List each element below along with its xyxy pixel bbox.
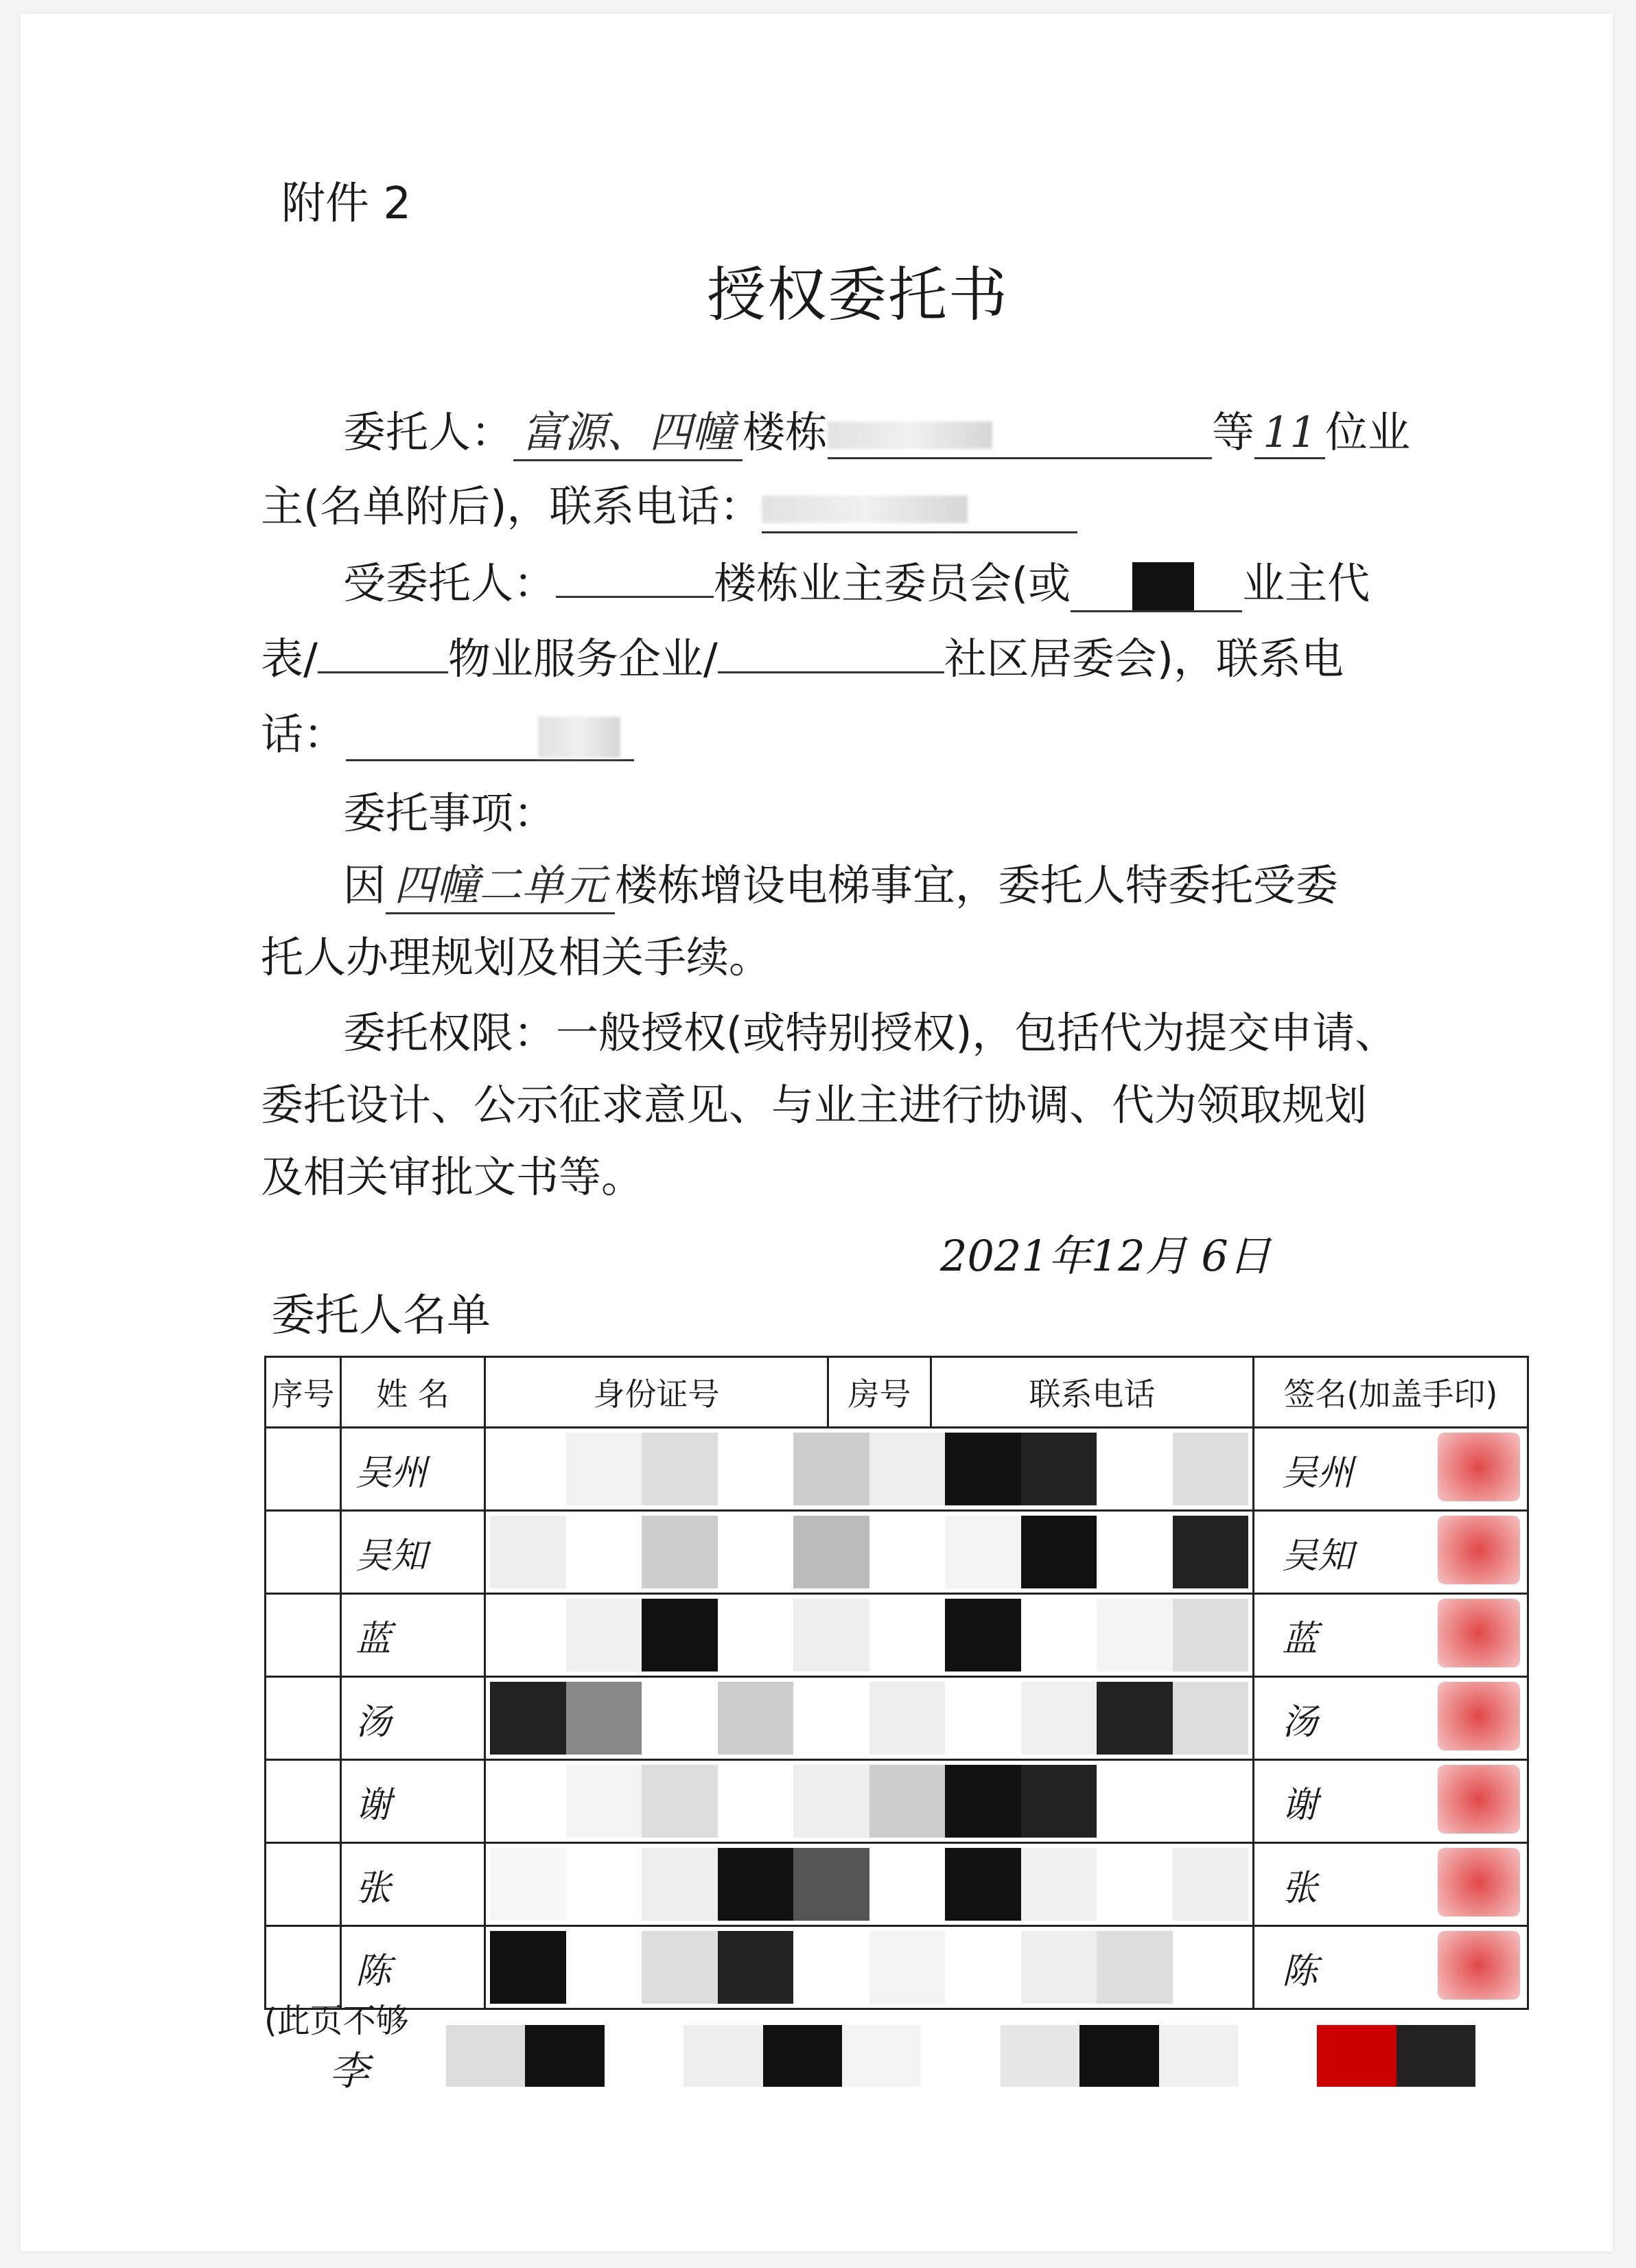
row-name-cell: 汤 (341, 1677, 485, 1760)
header-index: 序号 (266, 1357, 341, 1428)
row-redacted-details (485, 1760, 1254, 1843)
table-header-row (266, 1357, 1528, 1428)
matter-line (343, 851, 1338, 914)
document-page (21, 14, 1613, 2252)
agent-line2-a: 表/ (261, 634, 318, 684)
row-redacted-details (485, 1511, 1254, 1594)
scope-line-1: 委托权限：一般授权(或特别授权)，包括代为提交申请、 (343, 1008, 1398, 1058)
footer-redaction (446, 2025, 1475, 2087)
row-redacted-details (485, 1677, 1254, 1760)
agent-line-3 (261, 700, 634, 761)
agent-line2-b: 物业服务企业/ (447, 634, 718, 684)
matter-line-2: 托人办理规划及相关手续。 (261, 932, 772, 982)
fingerprint-stamp (1438, 1599, 1520, 1667)
row-index-cell (266, 1511, 341, 1594)
redacted-rep-blank (1071, 558, 1242, 612)
count-suffix: 位业 (1324, 407, 1410, 457)
footer-note: (此页不够 (264, 2002, 409, 2040)
table-row (266, 1428, 1528, 1511)
owner-line-text: 主(名单附后)，联系电话： (261, 481, 762, 531)
row-redacted-details (485, 1428, 1254, 1511)
count-prefix: 等 (1212, 407, 1255, 457)
fingerprint-stamp (1438, 1848, 1520, 1917)
row-name-cell: 谢 (341, 1760, 485, 1843)
row-index-cell (266, 1428, 341, 1511)
matter-handwritten: 四幢二单元 (386, 851, 615, 914)
principal-label: 委托人： (343, 407, 514, 457)
agent-label: 受委托人： (343, 558, 557, 608)
row-signature-cell: 谢 (1254, 1760, 1528, 1843)
table-row (266, 1926, 1528, 2009)
table-row (266, 1760, 1528, 1843)
signing-date: 2021年12月 6日 (940, 1231, 1271, 1281)
fingerprint-stamp (1438, 1682, 1520, 1750)
owner-line (261, 472, 1077, 533)
agent-line2-c: 社区居委会)，联系电 (944, 634, 1344, 684)
row-index-cell (266, 1594, 341, 1677)
row-name-cell: 吴州 (341, 1428, 485, 1511)
attachment-label: 附件 2 (281, 178, 412, 229)
header-id-number: 身份证号 (485, 1357, 828, 1428)
fingerprint-stamp (1438, 1931, 1520, 2000)
row-index-cell (266, 1677, 341, 1760)
agent-blank-1 (556, 596, 714, 598)
fingerprint-stamp (1438, 1433, 1520, 1501)
row-redacted-details (485, 1926, 1254, 2009)
agent-blank-3 (718, 671, 944, 673)
matter-suffix: 楼栋增设电梯事宜，委托人特委托受委 (615, 860, 1339, 910)
scope-line-3: 及相关审批文书等。 (261, 1152, 644, 1202)
table-row (266, 1594, 1528, 1677)
table-row (266, 1843, 1528, 1926)
principal-handwritten: 富源、四幢 (513, 398, 743, 461)
fingerprint-stamp (1438, 1765, 1520, 1833)
scope-line-2: 委托设计、公示征求意见、与业主进行协调、代为领取规划 (261, 1080, 1368, 1130)
row-name-cell: 张 (341, 1843, 485, 1926)
redacted-phone-blank (762, 481, 1077, 533)
row-redacted-details (485, 1594, 1254, 1677)
table-row (266, 1511, 1528, 1594)
header-phone: 联系电话 (931, 1357, 1254, 1428)
matter-prefix: 因 (343, 860, 386, 910)
row-signature-cell: 吴知 (1254, 1511, 1528, 1594)
agent-line (343, 549, 1370, 612)
building-text: 楼栋 (743, 407, 828, 457)
agent-line-2 (261, 625, 1344, 686)
document-title: 授权委托书 (707, 261, 1009, 329)
agent-committee: 楼栋业主委员会(或 (714, 558, 1071, 608)
count-handwritten: 11 (1254, 407, 1325, 459)
table-row (266, 1677, 1528, 1760)
header-signature: 签名(加盖手印) (1254, 1357, 1528, 1428)
row-redacted-details (485, 1843, 1254, 1926)
row-signature-cell: 张 (1254, 1843, 1528, 1926)
footer-signature: 李 (329, 2048, 370, 2094)
row-name-cell: 吴知 (341, 1511, 485, 1594)
row-name-cell: 蓝 (341, 1594, 485, 1677)
matter-label: 委托事项： (343, 788, 557, 838)
row-signature-cell: 陈 (1254, 1926, 1528, 2009)
principal-line (343, 398, 1410, 461)
agent-line3: 话： (261, 709, 347, 759)
row-name-cell: 陈 (341, 1926, 485, 2009)
principal-table (264, 1356, 1529, 2010)
row-index-cell (266, 1760, 341, 1843)
row-signature-cell: 汤 (1254, 1677, 1528, 1760)
row-index-cell (266, 1843, 341, 1926)
redacted-agent-phone (346, 709, 634, 761)
row-signature-cell: 蓝 (1254, 1594, 1528, 1677)
agent-blank-2 (318, 671, 448, 673)
redacted-building-blank (828, 407, 1212, 459)
fingerprint-stamp (1438, 1516, 1520, 1584)
principal-list-title: 委托人名单 (271, 1291, 491, 1341)
header-name: 姓 名 (341, 1357, 485, 1428)
row-signature-cell: 吴州 (1254, 1428, 1528, 1511)
header-room: 房号 (828, 1357, 931, 1428)
agent-rep: 业主代 (1242, 558, 1370, 608)
